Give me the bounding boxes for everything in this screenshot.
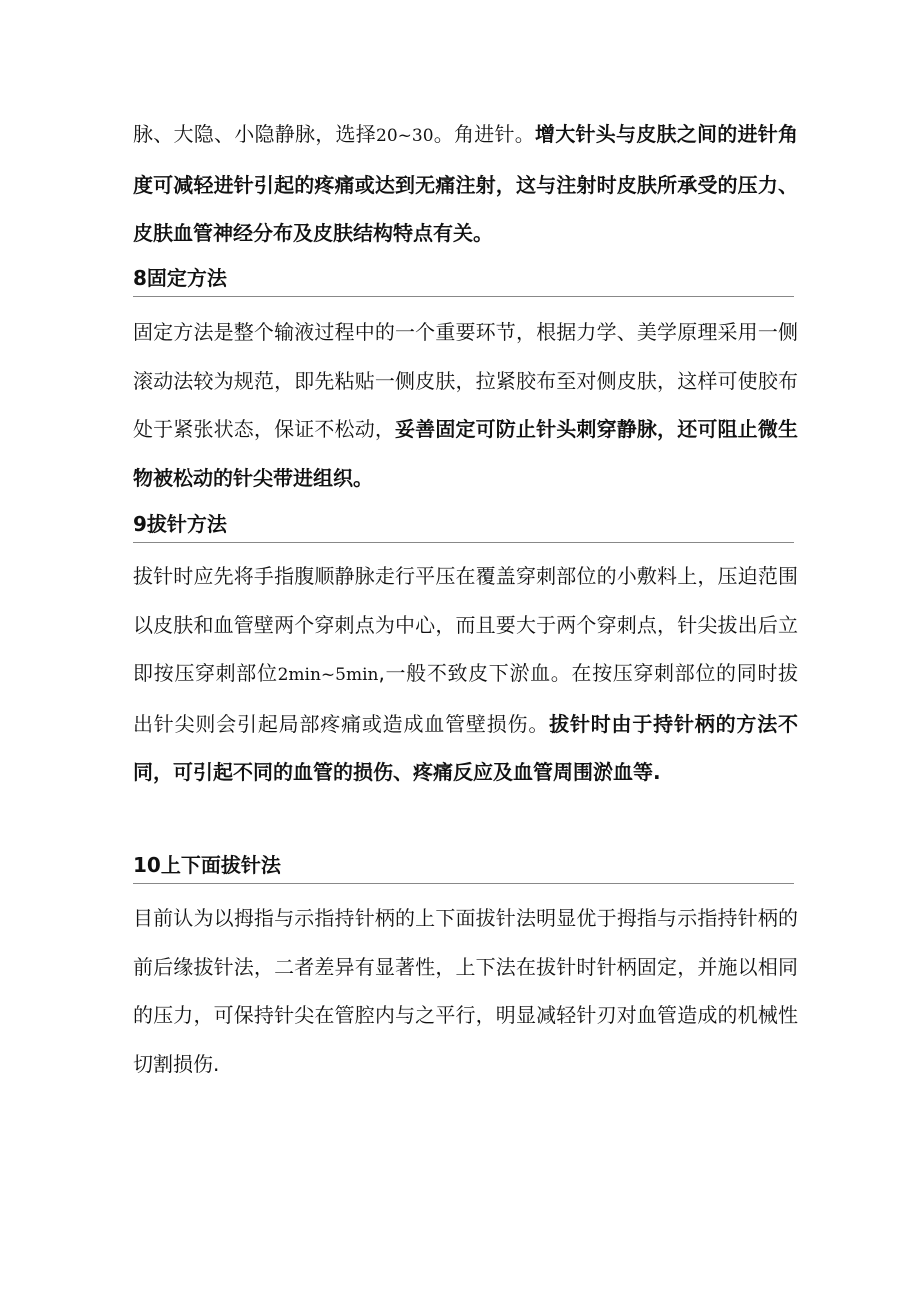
paragraph-emphasis: 增大针头与皮肤之间的进针角度可减轻进针引起的疼痛或达到无痛注射，这与注射时皮肤所承受的压力、皮肤血管神经分布及皮肤结构特点有关。 (133, 122, 799, 245)
section-heading-10: 10上下面拔针法 (133, 851, 794, 884)
paragraph-fixation-method (133, 308, 798, 502)
paragraph-text: 拔针时应先将手指腹顺静脉走行平压在覆盖穿刺部位的小敷料上，压迫范围以皮肤和血管壁两个穿刺点为中心，而且要大于两个穿刺点，针尖拔出后立即按压穿刺部位 (133, 564, 798, 685)
paragraph-up-down-removal (133, 894, 798, 1088)
paragraph-text: 。角进针。 (433, 122, 536, 146)
press-duration: 2min~5min (277, 665, 379, 685)
paragraph-needle-removal (133, 552, 798, 797)
paragraph-puncture-angle (133, 110, 798, 258)
paragraph-emphasis: 拔针时由于持针柄的方法不同，可引起不同的血管的损伤、疼痛反应及血管周围淤血等. (133, 711, 799, 784)
paragraph-text: ,一般不致皮下淤血。在按压穿刺部位的同时拔出针尖则会引起局部疼痛或造成血管壁损伤。 (133, 661, 799, 736)
paragraph-text: 目前认为以拇指与示指持针柄的上下面拔针法明显优于拇指与示指持针柄的前后缘拔针法，二者差异有显著性，上下法在拔针时针柄固定，并施以相同的压力，可保持针尖在管腔内与之平行，明显减轻针刃对血管造成的机械性切割损伤. (133, 906, 798, 1076)
paragraph-text: 脉、大隐、小隐静脉，选择 (133, 122, 376, 146)
section-heading-8: 8固定方法 (133, 264, 794, 297)
section-heading-9: 9拔针方法 (133, 510, 794, 543)
angle-range: 20~30 (376, 126, 434, 146)
paragraph-emphasis: 妥善固定可防止针头刺穿静脉，还可阻止微生物被松动的针尖带进组织。 (133, 417, 798, 490)
paragraph-text: 固定方法是整个输液过程中的一个重要环节，根据力学、美学原理采用一侧滚动法较为规范，即先粘贴一侧皮肤，拉紧胶布至对侧皮肤，这样可使胶布处于紧张状态，保证不松动， (133, 320, 798, 441)
